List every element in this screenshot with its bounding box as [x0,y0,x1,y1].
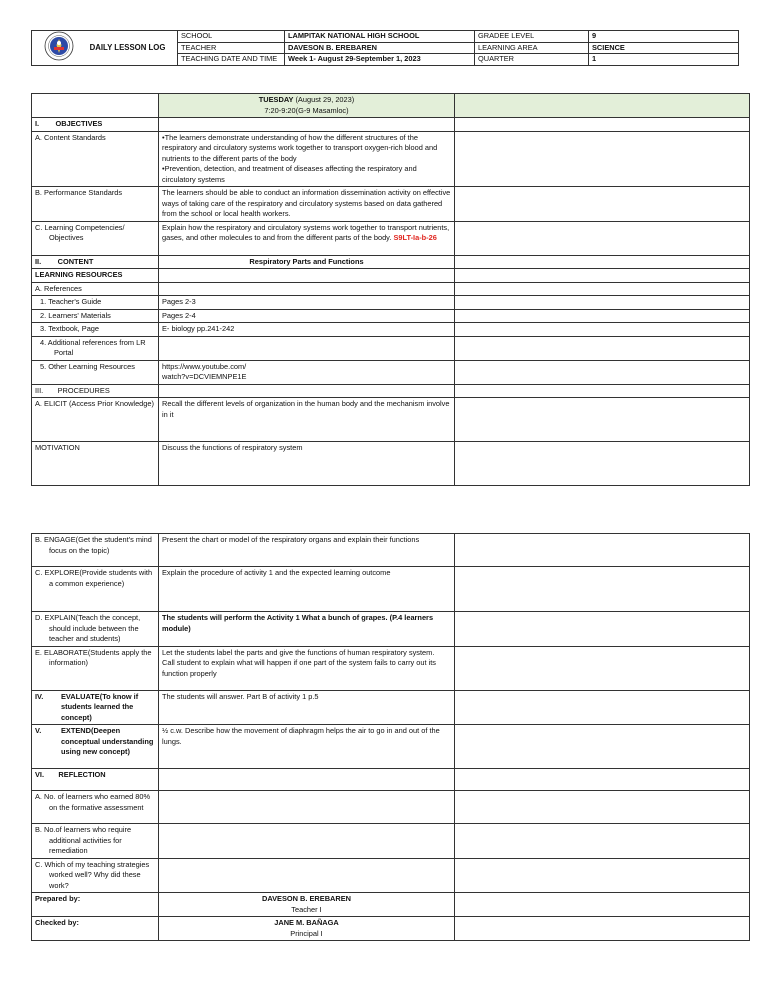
performance-standards-value: The learners should be able to conduct an information dissemination activity on effective ways of taking care of the respiratory and circulatory systems based on data gathered from the school or local health workers. [159,187,455,222]
evaluate-label: IV. EVALUATE(To know if students learned the concept) [32,690,159,725]
header-table [31,30,739,66]
motivation-label: MOTIVATION [32,442,159,486]
textbook-label: 3. Textbook, Page [32,323,159,337]
day-date: (August 29, 2023) [295,95,355,104]
date-value: Week 1- August 29-September 1, 2023 [285,54,475,66]
explain-label: D. EXPLAIN(Teach the concept, should include between the teacher and students) [32,612,159,647]
content-standards-value: •The learners demonstrate understanding of how the different structures of the respiratory and circulatory systems work together to transport oxygen-rich blood and nutrients to the different parts of the body •Prevention, detection, and treatment of diseases affecting the respiratory and circulatory systems [159,131,455,187]
lr-portal-label: 4. Additional references from LR Portal [32,336,159,360]
learning-resources-heading: LEARNING RESOURCES [32,269,159,283]
reflection-b-label: B. No.of learners who require additional activities for remediation [32,824,159,859]
prepared-by-label: Prepared by: [32,893,159,917]
engage-label: B. ENGAGE(Get the student's mind focus on the topic) [32,534,159,567]
content-value: Respiratory Parts and Functions [159,255,455,269]
prepared-by-signature: DAVESON B. EREBAREN Teacher I [159,893,455,917]
other-resources-value[interactable]: https://www.youtube.com/ watch?v=DCVIEMNPE1E [159,360,455,384]
area-value: SCIENCE [589,42,739,54]
teacher-label: TEACHER [178,42,285,54]
checked-by-label: Checked by: [32,917,159,941]
teacher-value: DAVESON B. EREBAREN [285,42,475,54]
other-resources-label: 5. Other Learning Resources [32,360,159,384]
extend-label: V. EXTEND(Deepen conceptual understanding using new concept) [32,725,159,769]
day-time: 7:20-9:20(G-9 Masamloc) [264,105,349,115]
content-standards-label: A. Content Standards [32,131,159,187]
area-label: LEARNING AREA [475,42,589,54]
reflection-heading: VI. REFLECTION [32,769,159,791]
elicit-label: A. ELICIT (Access Prior Knowledge) [32,398,159,442]
motivation-value: Discuss the functions of respiratory system [159,442,455,486]
extend-value: ½ c.w. Describe how the movement of diaphragm helps the air to go in and out of the lungs. [159,725,455,769]
learners-materials-value: Pages 2-4 [159,309,455,323]
checked-by-signature: JANE M. BAÑAGA Principal I [159,917,455,941]
performance-standards-label: B. Performance Standards [32,187,159,222]
competencies-value: Explain how the respiratory and circulatory systems work together to transport nutrients, gases, and other molecules to and from the different parts of the body. S9LT-Ia-b-26 [159,221,455,255]
empty-cell [32,94,159,118]
reflection-a-label: A. No. of learners who earned 80% on the formative assessment [32,791,159,824]
document-title: DAILY LESSON LOG [89,43,166,53]
teachers-guide-label: 1. Teacher's Guide [32,296,159,310]
evaluate-value: The students will answer. Part B of activity 1 p.5 [159,690,455,725]
grade-label: GRADEE LEVEL [475,31,589,43]
header-title-cell [32,31,178,66]
competency-code: S9LT-Ia-b-26 [393,233,437,243]
learners-materials-label: 2. Learners' Materials [32,309,159,323]
elaborate-value: Let the students label the parts and give the functions of human respiratory system. Call student to explain what will happen if one part of the system fails to carry out its function properly [159,646,455,690]
quarter-value: 1 [589,54,739,66]
reflection-c-label: C. Which of my teaching strategies worked well? Why did these work? [32,858,159,893]
elicit-value: Recall the different levels of organization in the human body and the mechanism involve in it [159,398,455,442]
elaborate-label: E. ELABORATE(Students apply the information) [32,646,159,690]
content-heading: II. CONTENT [32,255,159,269]
explore-value: Explain the procedure of activity 1 and the expected learning outcome [159,567,455,612]
quarter-label: QUARTER [475,54,589,66]
day-name: TUESDAY [258,95,294,104]
references-label: A. References [32,282,159,296]
day-header [159,94,455,118]
textbook-value: E- biology pp.241-242 [159,323,455,337]
explain-value: The students will perform the Activity 1 What a bunch of grapes. (P.4 learners module) [159,612,455,647]
explore-label: C. EXPLORE(Provide students with a common experience) [32,567,159,612]
school-label: SCHOOL [178,31,285,43]
engage-value: Present the chart or model of the respiratory organs and explain their functions [159,534,455,567]
deped-seal-icon [44,31,74,65]
objectives-heading: I. OBJECTIVES [32,118,159,132]
competencies-label: C. Learning Competencies/ Objectives [32,221,159,255]
lesson-table-page2 [31,533,750,941]
empty-day-header [455,94,750,118]
grade-value: 9 [589,31,739,43]
procedures-heading: III. PROCEDURES [32,384,159,398]
lesson-table-page1 [31,93,750,486]
school-value: LAMPITAK NATIONAL HIGH SCHOOL [285,31,475,43]
teachers-guide-value: Pages 2-3 [159,296,455,310]
date-label: TEACHING DATE AND TIME [178,54,285,66]
